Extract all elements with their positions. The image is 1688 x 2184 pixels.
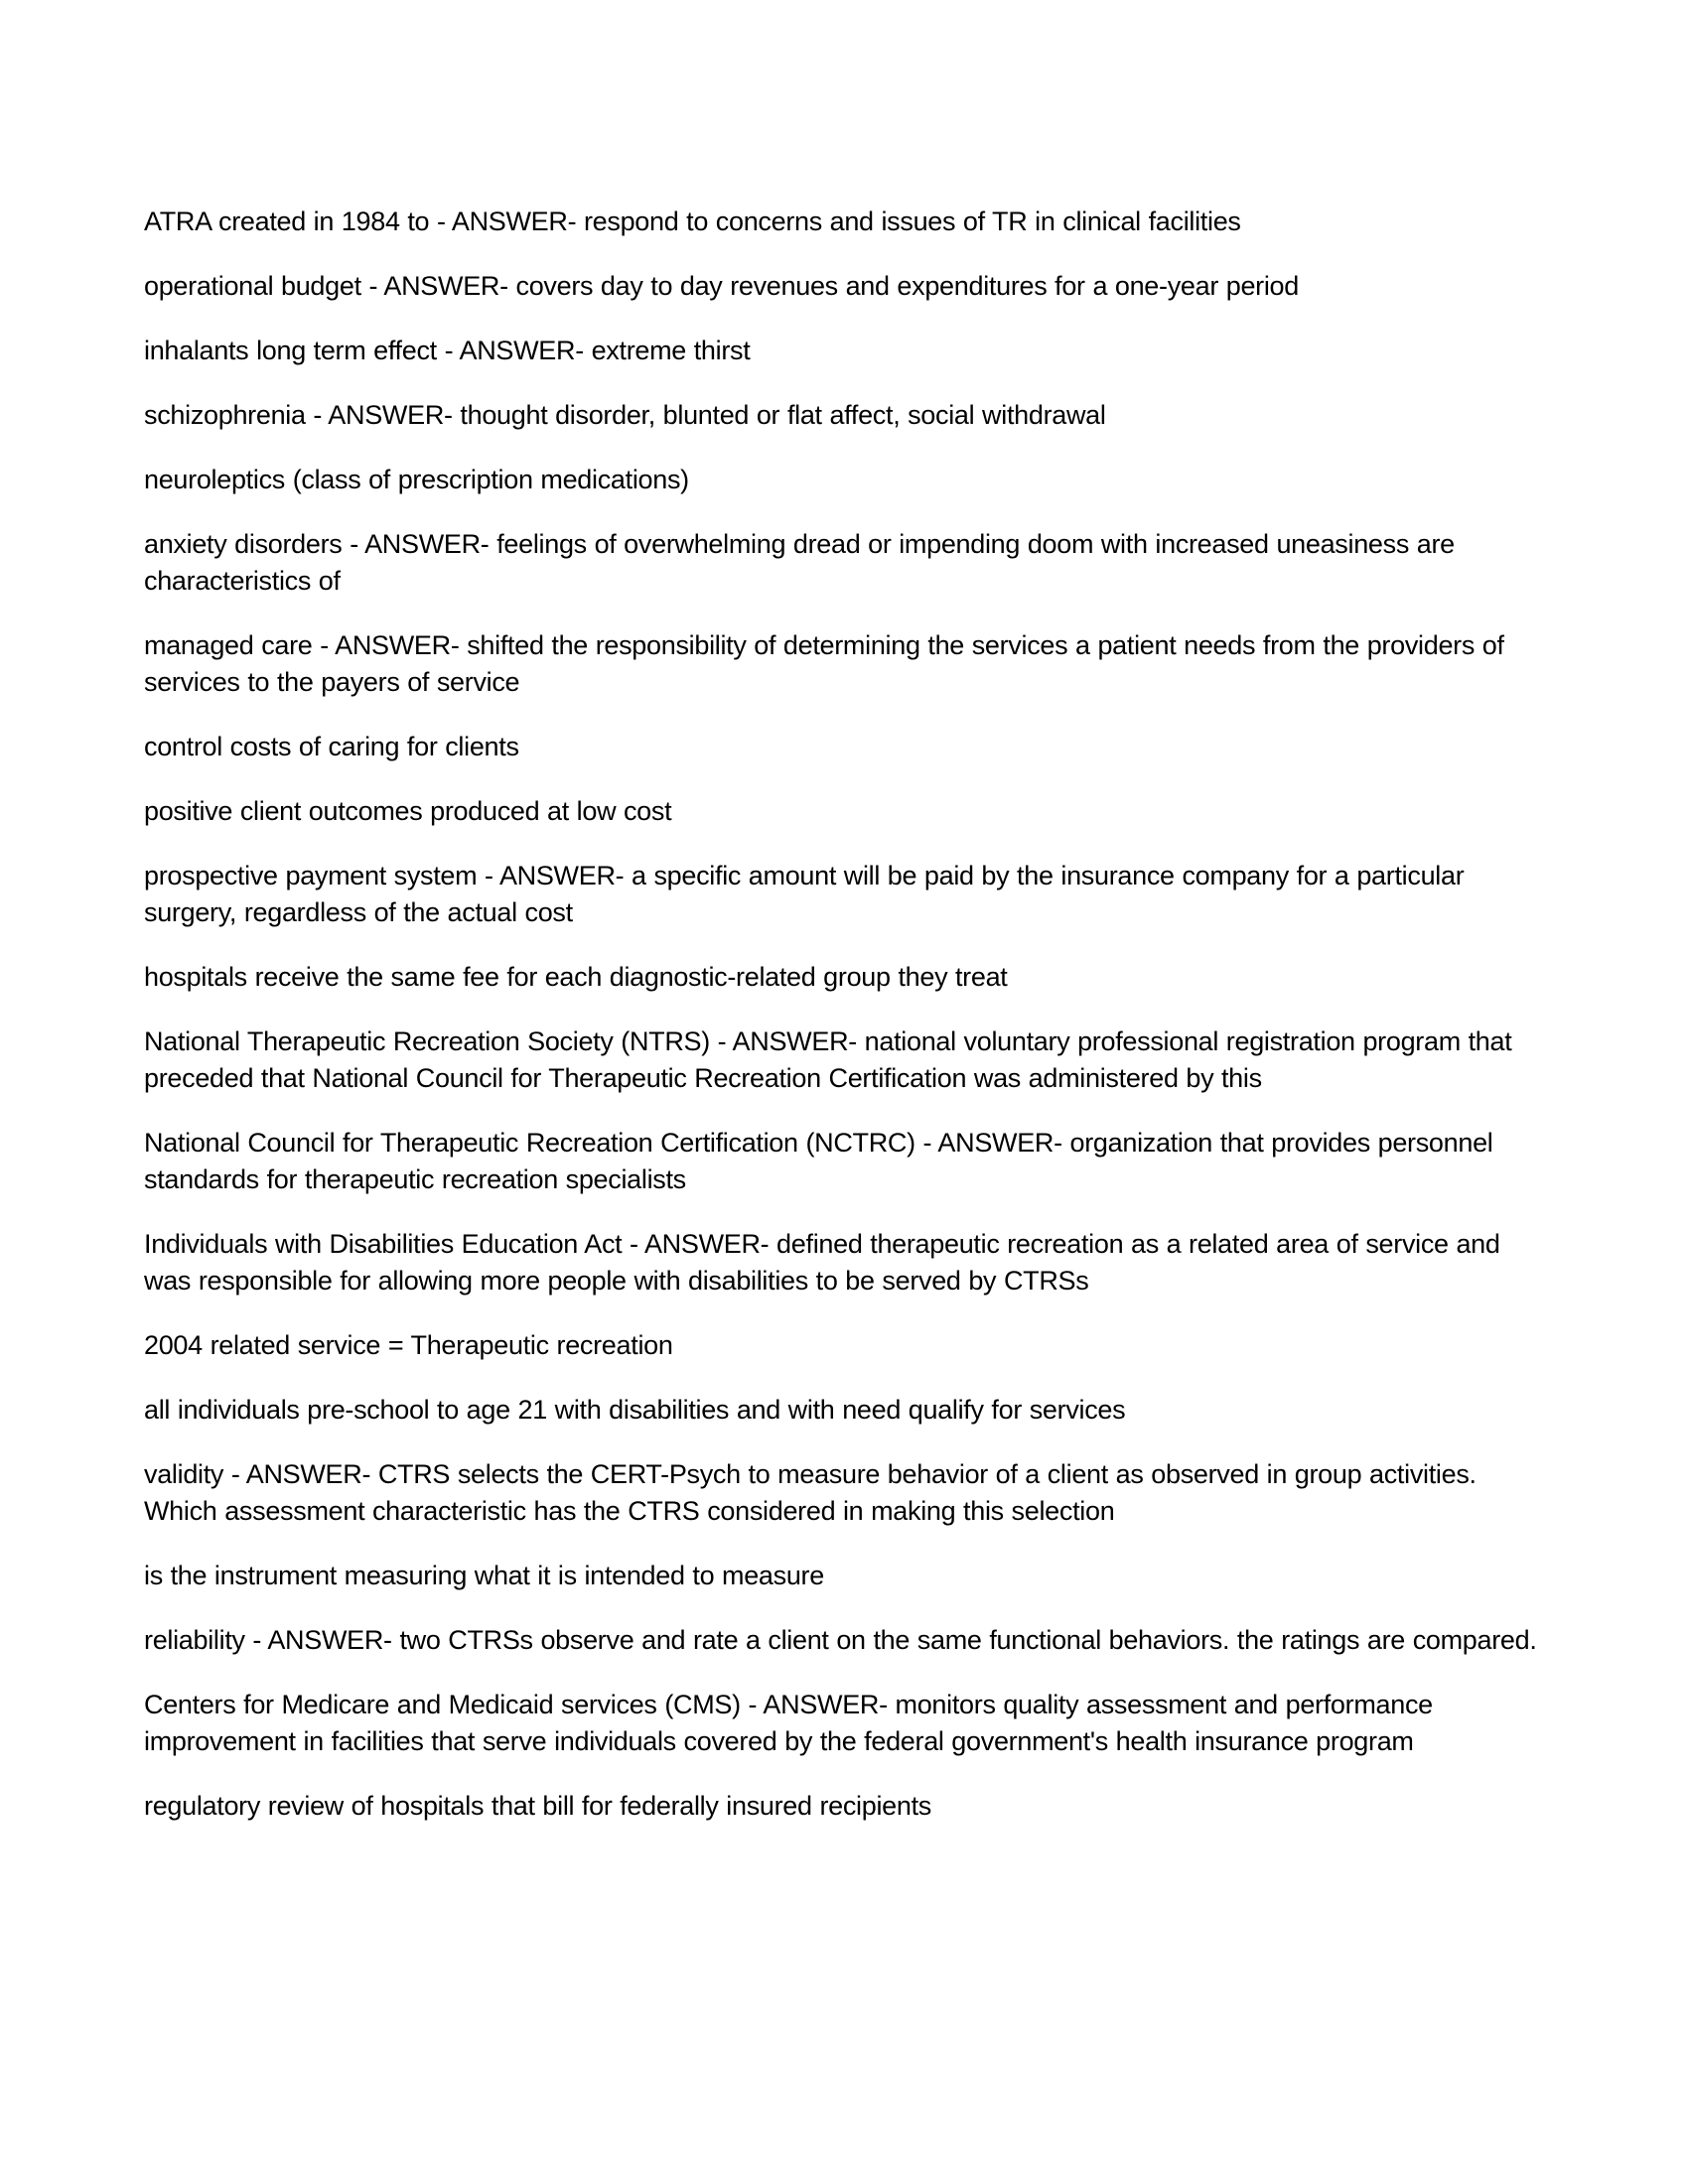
paragraph: inhalants long term effect - ANSWER- extreme thirst bbox=[144, 336, 751, 365]
paragraph: positive client outcomes produced at low cost bbox=[144, 796, 672, 826]
paragraph: is the instrument measuring what it is intended to measure bbox=[144, 1561, 824, 1590]
paragraph: National Council for Therapeutic Recreation Certification (NCTRC) - ANSWER- organization that provides personnel standards for therapeutic recreation specialists bbox=[144, 1128, 1493, 1194]
paragraph: all individuals pre-school to age 21 with disabilities and with need qualify for services bbox=[144, 1395, 1126, 1425]
paragraph: Individuals with Disabilities Education Act - ANSWER- defined therapeutic recreation as a related area of service and was responsible for allowing more people with disabilities to be served by CTRSs bbox=[144, 1229, 1500, 1296]
paragraph: control costs of caring for clients bbox=[144, 732, 519, 761]
paragraph: operational budget - ANSWER- covers day to day revenues and expenditures for a one-year period bbox=[144, 271, 1299, 301]
paragraph: 2004 related service = Therapeutic recreation bbox=[144, 1330, 673, 1360]
paragraph: ATRA created in 1984 to - ANSWER- respond to concerns and issues of TR in clinical facilities bbox=[144, 206, 1241, 236]
paragraph: National Therapeutic Recreation Society (NTRS) - ANSWER- national voluntary professional registration program that preceded that National Council for Therapeutic Recreation Certification was administered by this bbox=[144, 1026, 1512, 1093]
paragraph: reliability - ANSWER- two CTRSs observe and rate a client on the same functional behaviors. the ratings are compared. bbox=[144, 1625, 1537, 1655]
paragraph: Centers for Medicare and Medicaid services (CMS) - ANSWER- monitors quality assessment and performance improvement in facilities that serve individuals covered by the federal government's health insurance program bbox=[144, 1690, 1433, 1756]
paragraph: managed care - ANSWER- shifted the responsibility of determining the services a patient needs from the providers of services to the payers of service bbox=[144, 630, 1504, 697]
paragraph: schizophrenia - ANSWER- thought disorder, blunted or flat affect, social withdrawal bbox=[144, 400, 1106, 430]
paragraph: neuroleptics (class of prescription medications) bbox=[144, 465, 689, 494]
paragraph: regulatory review of hospitals that bill for federally insured recipients bbox=[144, 1791, 931, 1821]
paragraph: anxiety disorders - ANSWER- feelings of overwhelming dread or impending doom with increased uneasiness are characteristics of bbox=[144, 529, 1455, 596]
paragraph: hospitals receive the same fee for each diagnostic-related group they treat bbox=[144, 962, 1008, 992]
paragraph: validity - ANSWER- CTRS selects the CERT-Psych to measure behavior of a client as observed in group activities. Which assessment characteristic has the CTRS considered in making this selection bbox=[144, 1459, 1477, 1526]
paragraph: prospective payment system - ANSWER- a specific amount will be paid by the insurance company for a particular surgery, regardless of the actual cost bbox=[144, 861, 1465, 927]
